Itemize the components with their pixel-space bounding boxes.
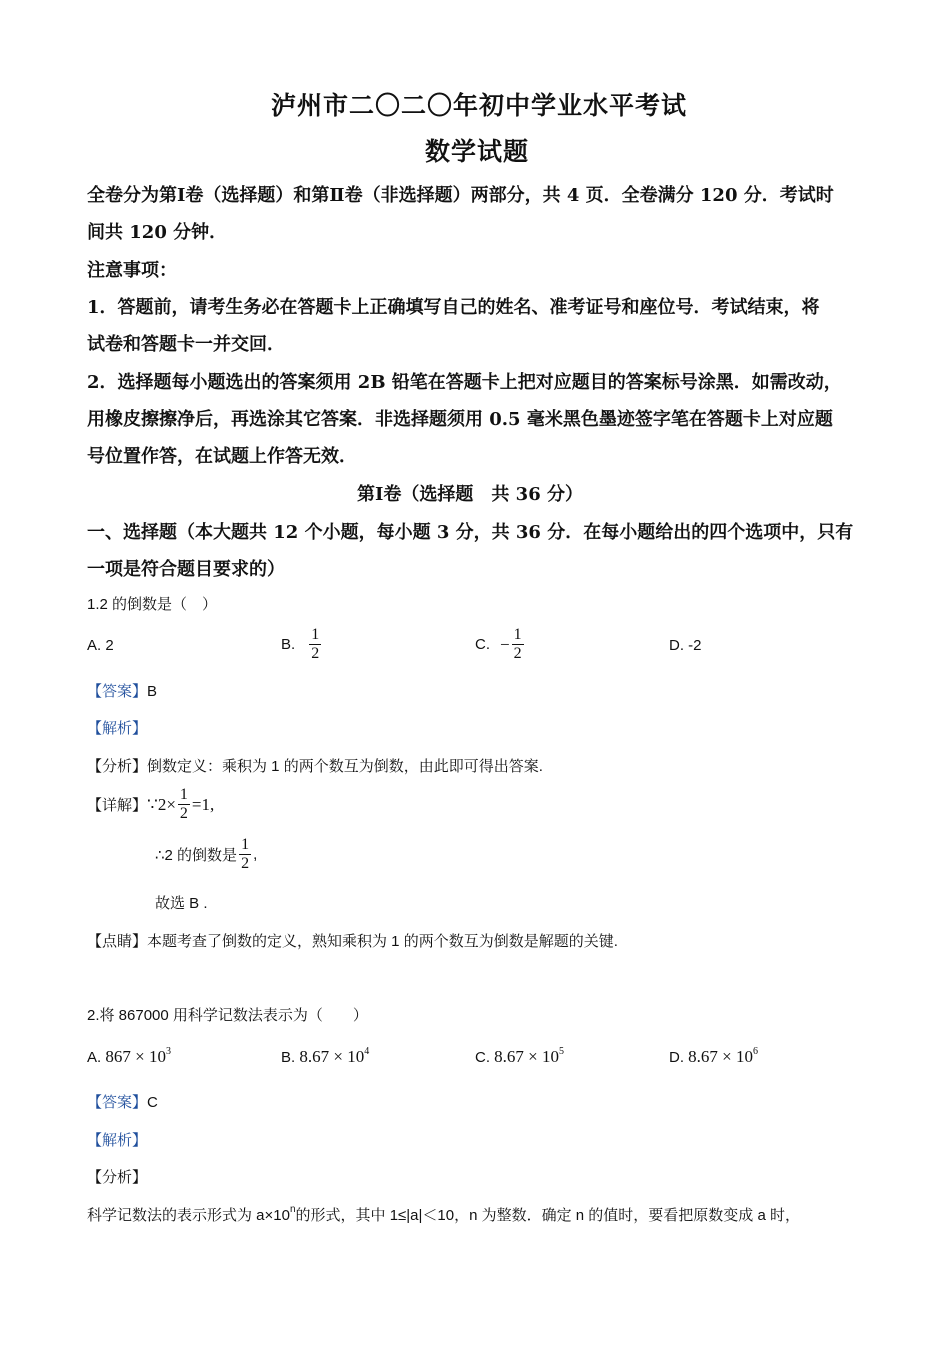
q1-option-b — [281, 626, 323, 663]
q2-answer — [87, 1091, 158, 1112]
expr-exponent: 3 — [165, 1046, 171, 1057]
notice-heading: 注意事项： — [87, 260, 177, 281]
fenxi-pre: 科学记数法的表示形式为 a×10 — [87, 1207, 290, 1224]
exam-title: 泸州市二〇二〇年初中学业水平考试 — [271, 91, 688, 120]
q1-option-b-label: B. — [281, 636, 296, 653]
answer-tag: 【答案】 — [87, 683, 148, 700]
detail2-pre: ∴2 的倒数是 — [155, 847, 238, 864]
answer-value: B — [147, 683, 158, 700]
fraction-numerator: 1 — [513, 626, 522, 643]
note1-line-1: 1．答题前，请考生务必在答题卡上正确填写自己的姓名、准考证号和座位号．考试结束，将 — [87, 297, 820, 318]
note2-line-1: 2．选择题每小题选出的答案须用 2B 铅笔在答题卡上把对应题目的答案标号涂黑．如需改动， — [87, 372, 842, 393]
q2-option-d-expr — [688, 1047, 758, 1066]
q2-fenxi-text — [87, 1204, 800, 1225]
note2-line-2: 用橡皮擦擦净后，再选涂其它答案．非选择题须用 0.5 毫米黑色墨迹签字笔在答题卡上对应题 — [87, 409, 833, 430]
q2-option-c-expr — [494, 1047, 564, 1066]
fenxi-tag: 【分析】 — [87, 758, 148, 775]
q1-analysis-tag: 【解析】 — [87, 720, 148, 737]
expr-base: 8.67 × 10 — [299, 1047, 365, 1066]
q1-option-a: A. 2 — [87, 637, 114, 654]
q1-fenxi — [87, 755, 543, 776]
q2-option-c-label: C. — [475, 1049, 490, 1066]
q1-option-c-fraction — [512, 626, 524, 663]
q2-analysis-tag: 【解析】 — [87, 1132, 148, 1149]
note1-line-2: 试卷和答题卡一并交回． — [87, 334, 285, 355]
intro-line-1: 全卷分为第Ⅰ卷（选择题）和第Ⅱ卷（非选择题）两部分，共 4 页．全卷满分 120 分．考试时 — [87, 185, 834, 206]
expr-base: 8.67 × 10 — [688, 1047, 754, 1066]
q2-option-b-label: B. — [281, 1049, 296, 1066]
detail-tag: 【详解】 — [87, 797, 148, 814]
comment-text: 本题考查了倒数的定义，熟知乘积为 1 的两个数互为倒数是解题的关键. — [147, 933, 618, 950]
fraction-denominator: 2 — [179, 805, 188, 822]
detail-post: =1, — [191, 794, 215, 814]
q2-option-b — [281, 1046, 369, 1067]
q2-option-a-label: A. — [87, 1049, 102, 1066]
q2-option-a-expr — [105, 1047, 171, 1066]
fenxi-text: 倒数定义：乘积为 1 的两个数互为倒数，由此即可得出答案. — [147, 758, 543, 775]
exam-subtitle: 数学试题 — [425, 137, 530, 166]
section-instructions-line-1: 一、选择题（本大题共 12 个小题，每小题 3 分，共 36 分．在每小题给出的四个选项中，只有 — [87, 522, 854, 543]
fraction-denominator: 2 — [311, 645, 320, 662]
detail-pre: ∵2× — [147, 794, 176, 814]
q1-option-d: D. -2 — [669, 637, 702, 654]
q2-option-d — [669, 1046, 758, 1067]
expr-exponent: 6 — [753, 1046, 759, 1057]
fraction-numerator: 1 — [311, 626, 320, 643]
q1-detail — [87, 786, 214, 823]
q1-option-c-label: C. — [475, 636, 490, 653]
q2-option-b-expr — [299, 1047, 369, 1066]
q1-option-b-fraction — [309, 626, 321, 663]
expr-exponent: 5 — [559, 1046, 565, 1057]
fraction-numerator: 1 — [241, 836, 250, 853]
q1-option-c-sign: − — [500, 634, 510, 654]
detail-fraction — [178, 786, 190, 823]
q1-stem: 1.2 的倒数是（ ） — [87, 596, 218, 613]
fraction-numerator: 1 — [179, 786, 188, 803]
q1-detail-3: 故选 B . — [155, 895, 208, 912]
q1-detail-2 — [155, 836, 257, 873]
q1-answer — [87, 680, 157, 701]
answer-value: C — [147, 1094, 158, 1111]
expr-base: 8.67 × 10 — [494, 1047, 560, 1066]
q2-fenxi-tag: 【分析】 — [87, 1169, 148, 1186]
q1-comment — [87, 930, 618, 951]
fraction-denominator: 2 — [513, 645, 522, 662]
fenxi-post: 的形式，其中 1≤|a|＜10，n 为整数．确定 n 的值时，要看把原数变成 a 时， — [295, 1207, 800, 1224]
section-instructions-line-2: 一项是符合题目要求的） — [87, 559, 285, 580]
q2-option-d-label: D. — [669, 1049, 684, 1066]
answer-tag: 【答案】 — [87, 1094, 148, 1111]
q2-option-c — [475, 1046, 564, 1067]
intro-line-2: 间共 120 分钟． — [87, 222, 228, 243]
detail2-fraction — [239, 836, 251, 873]
fenxi-exponent: n — [289, 1204, 296, 1215]
comment-tag: 【点睛】 — [87, 933, 148, 950]
q2-option-a — [87, 1046, 171, 1067]
note2-line-3: 号位置作答，在试题上作答无效． — [87, 446, 357, 467]
q1-option-c — [475, 626, 526, 663]
fraction-denominator: 2 — [241, 855, 250, 872]
expr-exponent: 4 — [364, 1046, 370, 1057]
q2-stem: 2.将 867000 用科学记数法表示为（ ） — [87, 1007, 368, 1024]
section-heading: 第Ⅰ卷（选择题 共 36 分） — [357, 484, 584, 505]
detail2-post: , — [253, 846, 258, 863]
expr-base: 867 × 10 — [105, 1047, 166, 1066]
